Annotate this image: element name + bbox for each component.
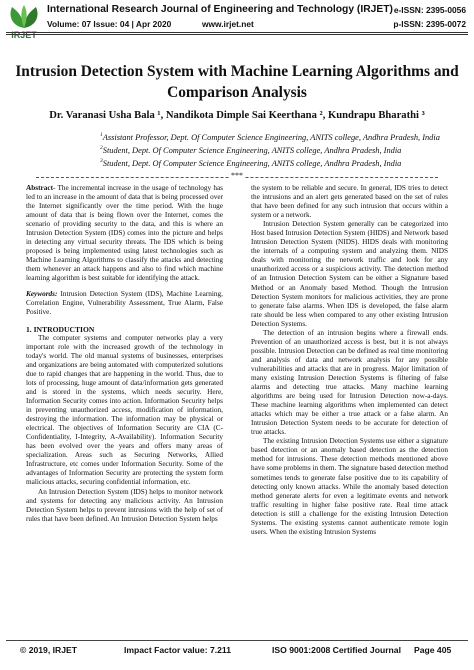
leaf-icon xyxy=(6,4,42,30)
p-issn: p-ISSN: 2395-0072 xyxy=(393,19,466,29)
affiliation-3: $^3$Student, Dept. Of Computer Science Engineering, ANITS college, Andhra Pradesh, India xyxy=(100,158,402,168)
keywords-text: Intrusion Detection System (IDS), Machine Learning, Correlation Engine, Vulnerability Assessment, True Alarm, False Positive. xyxy=(26,289,223,316)
affiliation-2: $^2$Student, Dept. Of Computer Science Engineering, ANITS college, Andhra Pradesh, India xyxy=(100,145,402,155)
paper-title-line-1: Intrusion Detection System with Machine Learning Algorithms and xyxy=(15,63,459,80)
e-issn: e-ISSN: 2395-0056 xyxy=(393,5,466,15)
body-paragraph-2: Intrusion Detection System generally can be categorized into Host based Intrusion Detection System (HIDS) and Network based Intrusion Detection System (NIDS). HIDS deals with monitoring the internals of a computing system and analyzing them. NIDS deals with monitoring the network traffic and look for any unauthorized access or a suspicious activity. The detection method of an Intrusion Detection System can be either a Signature based Method or an Anomaly based Method. Though the Intrusion Detection System monitors for malicious activities, they are prone to generate false alarms. When IDS is developed, the false alarm rate should be less when compared to any other existing Intrusion Detection Systems. xyxy=(251,220,448,328)
volume-issue: Volume: 07 Issue: 04 | Apr 2020 xyxy=(47,19,172,29)
body-paragraph-4: The existing Intrusion Detection Systems use either a signature based detection or an anomaly based detection as the detection method for intrusions. These detection methods mentioned above have some problems in them. The signature based detection method sometimes tends to generate false positive due to its capability of detecting only known attacks. While the anomaly based detection method generate alerts for even a legitimate events and network traffic resulting in higher false positive rate. Real time attack detection is still a challenge for the existing Intrusion Detection Systems. The existing systems cannot authenticate remote login users. When the existing Intrusion Systems xyxy=(251,437,448,536)
intro-heading: 1. INTRODUCTION xyxy=(26,324,95,334)
abstract-text: - The incremental increase in the usage of technology has led to an increase in the amount of data that is being processed over the Internet significantly over the time period. With the huge amount of data that is being flown over the Internet, comes the scenario of providing security to the data, and this is where an Intrusion Detection System (IDS) comes into the picture and helps in detecting any virtual security threats. The IDS which is being proposed is being implemented using latest technologies such as Machine Learning Algorithms to classify the attacks and detecting them whenever an attack happens and also to find which machine learning algorithm is best suitable for identifying the attack. xyxy=(26,184,223,283)
footer-impact-factor: Impact Factor value: 7.211 xyxy=(124,645,231,655)
journal-website-link[interactable]: www.irjet.net xyxy=(202,19,254,29)
right-column xyxy=(251,184,448,537)
page-number: Page 405 xyxy=(414,645,452,655)
affiliation-1: $^1$Assistant Professor, Dept. Of Computer Science Engineering, ANITS college, Andhra Pradesh, India xyxy=(100,132,440,142)
authors: Dr. Varanasi Usha Bala ¹, Nandikota Dimple Sai Keerthana ², Kundrapu Bharathi ³ xyxy=(49,110,425,121)
keywords-label: Keywords: xyxy=(26,289,58,298)
journal-header xyxy=(0,0,474,50)
section-separator xyxy=(36,172,438,182)
irjet-logo xyxy=(6,4,42,44)
journal-name: International Research Journal of Engineering and Technology (IRJET) xyxy=(47,4,393,15)
body-paragraph-1: the system to be reliable and secure. In general, IDS tries to detect the intrusions and an alert gets generated based on the set of rules that have been defined for any such intrusion that occurs within a system or a network. xyxy=(251,184,448,220)
abstract xyxy=(26,184,223,284)
footer-copyright: © 2019, IRJET xyxy=(20,645,77,655)
keywords xyxy=(26,290,223,317)
logo-text: IRJET xyxy=(11,30,37,40)
paper-title-line-2: Comparison Analysis xyxy=(167,84,307,101)
intro-paragraph-2: An Intrusion Detection System (IDS) helps to monitor network and systems for detecting any malicious activity. An Intrusion Detection System helps to prevent intrusions with the help of set of rules that have been defined. An Intrusion Detection System helps xyxy=(26,487,223,523)
body-paragraph-3: The detection of an intrusion begins where a firewall ends. Prevention of an unauthorized access is best, but it is not always possible. Intrusion Detection can be defined as real time monitoring and analysis of data and network analysis for any possible vulnerabilities and attacks that are in progress. Major limitation of many existing Intrusion Detection Systems is filtering of false alarms and detecting true attacks. Many machine learning algorithms are being used for Intrusion Detection now-a-days. These machine learning algorithms when implemented can detect attacks which may be either a true attack or a false alarm. An Intrusion Detection System needs to be accurate for detection of true attacks. xyxy=(251,328,448,437)
header-divider-2 xyxy=(6,34,468,35)
intro-paragraph-1: The computer systems and computer networks play a very important role with the increased growth of the technology in today's world. The old manual systems of businesses, enterprises and organizations are being automated with computerized solutions due to rapid changes that are happening in the world. Thus, due to lots of processing, huge amount of data/information gets generated and is stored in the systems, which needs security. Here, Information Security comes into action. Information Security helps in preventing unauthorized access, modification of information, destroying the information. The information may be physical or electrical. The objectives of Information Security are CIA (C-Confidentiality, I-Integrity, A-Availability). Information Security has been evolved over the years and offers many areas of specialization. Areas such as Securing Networks, Allied Infrastructure, etc comes under Information Security. Some of the advantages of Information Security are protecting the system form malicious attacks, securing confidential information, etc. xyxy=(26,333,223,487)
footer-iso: ISO 9001:2008 Certified Journal xyxy=(272,645,401,655)
separator-mark: *** xyxy=(231,171,243,180)
left-column xyxy=(26,184,223,524)
header-divider xyxy=(6,32,468,33)
footer-divider xyxy=(6,640,468,641)
abstract-label: Abstract xyxy=(26,184,53,192)
affiliations xyxy=(100,130,440,169)
